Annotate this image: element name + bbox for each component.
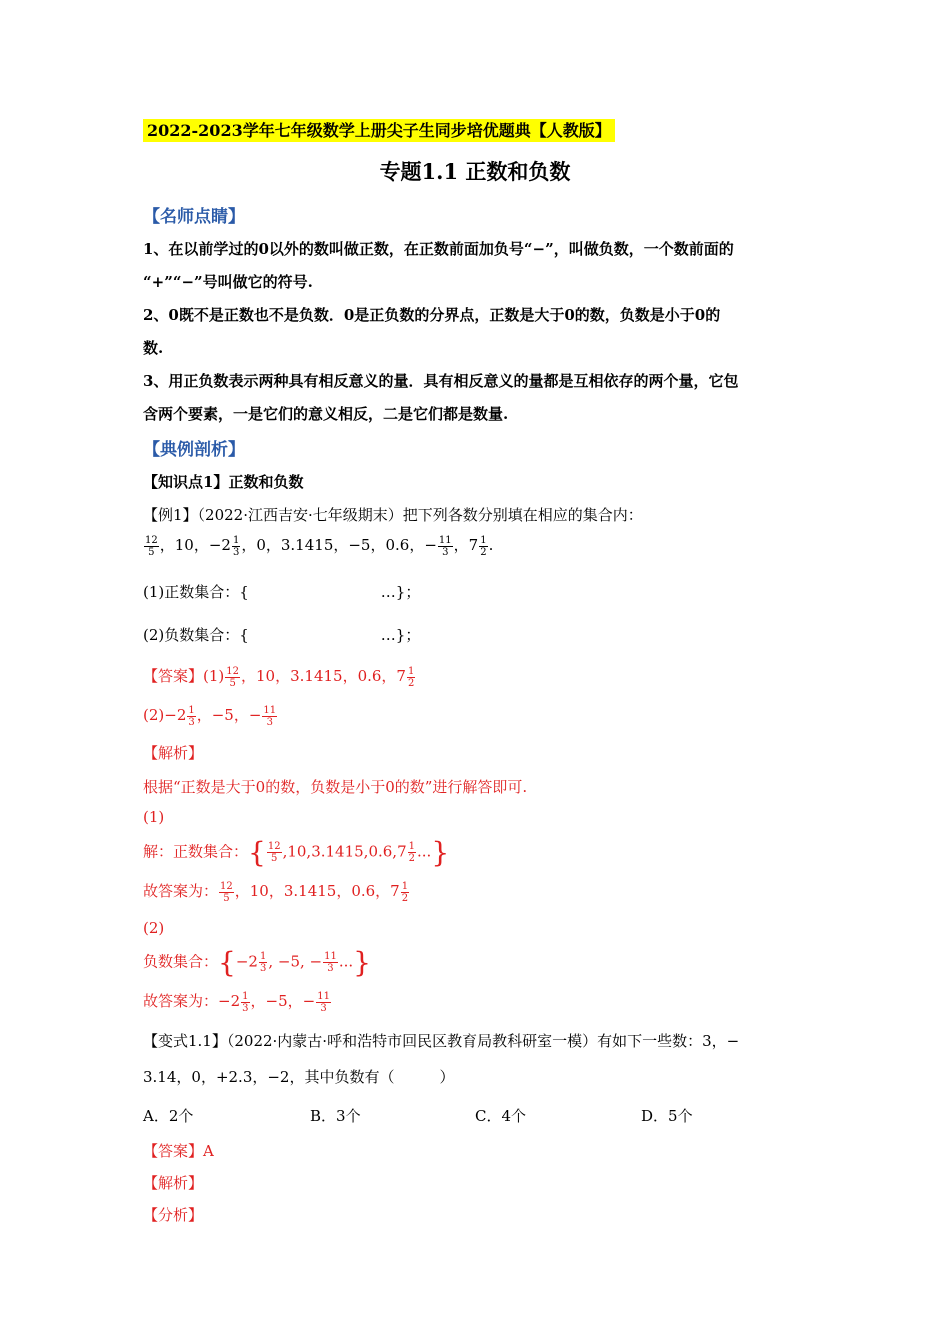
fraction-11-3: $\frac{11}{3}$ xyxy=(438,534,452,558)
solution-positive-set: 解：正数集合：{ $\frac{12}{5}$ ,10,3.1415,0.6,7 $\frac{1}{2}$ ...} xyxy=(143,836,450,869)
answer-1: 【答案】(1) $\frac{12}{5}$ ，10，3.1415，0.6，7 $\frac{1}{2}$ xyxy=(143,665,415,689)
answer-fraction-12-5: $\frac{12}{5}$ xyxy=(226,665,239,689)
page-title: 专题1.1 正数和负数 xyxy=(379,159,571,184)
example-1-prompt: 【例1】（2022·江西吉安·七年级期末）把下列各数分别填在相应的集合内： xyxy=(143,506,643,524)
fraction-12-5: $\frac{12}{5}$ xyxy=(145,534,158,558)
part-1-label: (1) xyxy=(143,808,165,826)
neg-set-fraction-11-3: $\frac{11}{3}$ xyxy=(324,951,337,974)
question-2: (2)负数集合：{ …}； xyxy=(143,626,421,644)
fraction-1-2: $\frac{1}{2}$ xyxy=(480,534,487,558)
variant-analysis: 【解析】 xyxy=(143,1174,204,1192)
neg-set-fraction-1-3: $\frac{1}{3}$ xyxy=(259,951,267,974)
analysis-label: 【解析】 xyxy=(143,744,204,762)
answer-for-part-2: 故答案为：−2 $\frac{1}{3}$ ，−5，− $\frac{11}{3}$ xyxy=(143,990,330,1014)
option-c: C．4个 xyxy=(475,1107,527,1125)
final-fraction-1-3: $\frac{1}{3}$ xyxy=(242,990,249,1014)
final-fraction-1-2: $\frac{1}{2}$ xyxy=(401,880,409,904)
part-2-label: (2) xyxy=(143,919,165,937)
answer-for-part-1: 故答案为： $\frac{12}{5}$ ，10，3.1415，0.6，7 $\frac{1}{2}$ xyxy=(143,880,409,904)
tip-3-line-2: 含两个要素，一是它们的意义相反，二是它们都是数量. xyxy=(143,405,509,423)
tip-1-line-1: 1、在以前学过的0以外的数叫做正数，在正数前面加负号“−”，叫做负数，一个数前面的 xyxy=(143,240,734,258)
variant-answer: 【答案】A xyxy=(143,1142,214,1160)
variant-1-1-line-1: 【变式1.1】（2022·内蒙古·呼和浩特市回民区教育局教科研室一模）有如下一些数：3，− xyxy=(143,1032,740,1050)
tip-3-line-1: 3、用正负数表示两种具有相反意义的量．具有相反意义的量都是互相依存的两个量，它包 xyxy=(143,372,739,390)
option-b: B．3个 xyxy=(310,1107,361,1125)
set-fraction-1-2: $\frac{1}{2}$ xyxy=(408,841,415,864)
tip-1-line-2: “+”“−”号叫做它的符号. xyxy=(143,273,313,291)
final-fraction-12-5: $\frac{12}{5}$ xyxy=(220,880,233,904)
set-fraction-12-5: $\frac{12}{5}$ xyxy=(267,841,281,864)
tip-2-line-2: 数. xyxy=(143,339,164,357)
variant-fenxi: 【分析】 xyxy=(143,1206,204,1224)
answer-fraction-1-2: $\frac{1}{2}$ xyxy=(407,665,415,689)
banner-highlight: 2022-2023学年七年级数学上册尖子生同步培优题典【人教版】 xyxy=(143,119,615,142)
answer-2: (2)−2 $\frac{1}{3}$ ，−5，− $\frac{11}{3}$ xyxy=(143,704,277,728)
analysis-text: 根据“正数是大于0的数，负数是小于0的数”进行解答即可. xyxy=(143,778,528,796)
option-d: D．5个 xyxy=(641,1107,693,1125)
variant-1-1-line-2: 3.14，0，+2.3，−2，其中负数有（ ） xyxy=(143,1068,455,1086)
tip-2-line-1: 2、0既不是正数也不是负数．0是正负数的分界点，正数是大于0的数，负数是小于0的 xyxy=(143,306,721,324)
teacher-tips-heading: 【名师点睛】 xyxy=(143,207,245,227)
example-1-numbers: $\frac{12}{5}$ ，10，−2 $\frac{1}{3}$ ，0，3.1415，−5，0.6，− $\frac{11}{3}$ ，7 $\frac{1}{2}$ . xyxy=(145,534,494,558)
examples-heading: 【典例剖析】 xyxy=(143,440,245,460)
document-banner xyxy=(143,118,615,141)
answer-fraction-1-3: $\frac{1}{3}$ xyxy=(188,704,195,728)
answer-fraction-11-3: $\frac{11}{3}$ xyxy=(263,704,277,728)
solution-negative-set: 负数集合：{−2 $\frac{1}{3}$ , −5, − $\frac{11}{3}$ ...} xyxy=(143,946,371,979)
fraction-1-3: $\frac{1}{3}$ xyxy=(232,534,240,558)
question-1: (1)正数集合：{ …}； xyxy=(143,583,421,601)
knowledge-point-1: 【知识点1】正数和负数 xyxy=(143,473,304,491)
option-a: A．2个 xyxy=(143,1107,194,1125)
final-fraction-11-3: $\frac{11}{3}$ xyxy=(317,990,330,1014)
